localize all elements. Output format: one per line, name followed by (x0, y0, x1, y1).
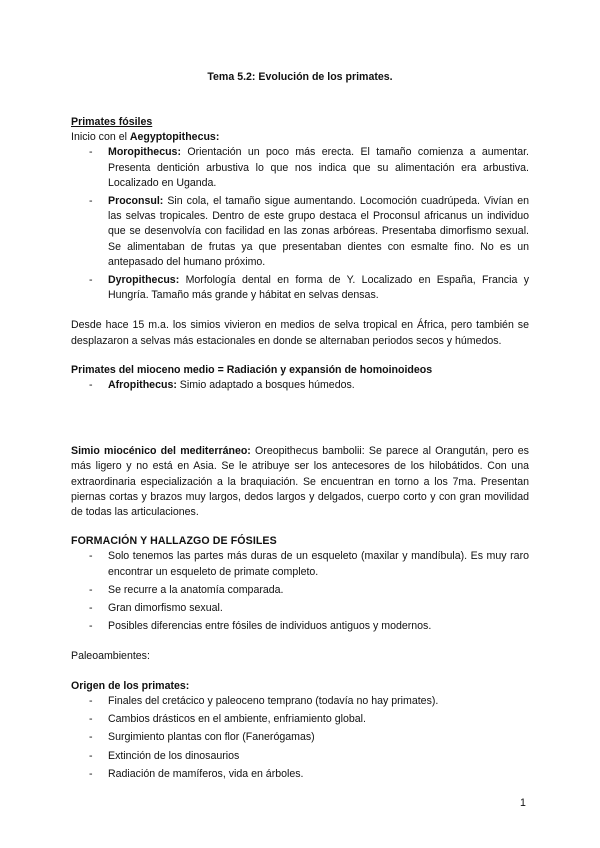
middle-miocene-list (71, 378, 529, 393)
item-text: Sin cola, el tamaño sigue aumentando. Locomoción cuadrúpeda. Vivían en las selvas tropicales. Dentro de este grupo destaca el Proconsul africanus un individuo que se desenvolvía con facilidad en las zonas arbóreas. Presentaba dimorfismo sexual. Se alimentaban de frutas ya que presentaban dientes con esmalte fino. No es un antepasado del humano próximo. (108, 195, 529, 268)
heading-primates-fosiles: Primates fósiles (71, 116, 153, 128)
origin-list (71, 694, 529, 782)
item-text: Se recurre a la anatomía comparada. (108, 583, 284, 596)
dash-bullet: - (89, 195, 93, 208)
list-item-afropithecus (71, 378, 529, 393)
dash-bullet: - (89, 583, 93, 596)
item-text: Solo tenemos las partes más duras de un esqueleto (maxilar y mandíbula). Es muy raro encontrar un esqueleto de primate completo. (108, 550, 529, 578)
dash-bullet: - (89, 713, 93, 726)
item-text: Cambios drásticos en el ambiente, enfriamiento global. (108, 713, 366, 726)
list-item-proconsul (71, 194, 529, 270)
dash-bullet: - (89, 694, 93, 707)
item-text: Surgimiento plantas con flor (Fanerógamas) (108, 731, 315, 744)
list-item (71, 767, 529, 782)
dash-bullet: - (89, 602, 93, 615)
heading-mioceno-medio: Primates del mioceno medio = Radiación y expansión de homoinoideos (71, 363, 433, 376)
item-text: Orientación un poco más erecta. El tamaño comienza a aumentar. Presenta dentición arbustiva lo que nos indica que su alimentación era arbustiva. Localizado en Uganda. (108, 146, 529, 189)
list-item-moropithecus (71, 145, 529, 191)
item-text: Extinción de los dinosaurios (108, 749, 240, 762)
list-item (71, 730, 529, 745)
list-item (71, 583, 529, 598)
dash-bullet: - (89, 731, 93, 744)
item-text: Finales del cretácico y paleoceno temprano (todavía no hay primates). (108, 694, 439, 707)
heading-formacion-hallazgo: FORMACIÓN Y HALLAZGO DE FÓSILES (71, 535, 277, 548)
paragraph-mediterranean (71, 444, 529, 520)
paleoambientes-label: Paleoambientes: (71, 650, 150, 663)
aegyptopithecus-label: Aegyptopithecus: (129, 131, 220, 144)
dash-bullet: - (89, 620, 93, 633)
item-name: Afropithecus: (108, 379, 177, 392)
page-number: 1 (520, 797, 526, 809)
item-name: Dyropithecus: (108, 274, 180, 287)
item-name: Proconsul: (108, 195, 164, 208)
intro-text: Inicio con el (71, 131, 130, 144)
mediterranean-text: Oreopithecus bambolii: Se parece al Orangután, pero es más ligero y no está en Asia. Se le atribuye ser los antecesores de los hilobátidos. Con una extraordinaria especialización a la braquiación. Se encuentran en torno a los 7ma. Presentan piernas cortas y brazos muy largos, dedos largos y delgados, cuerpo corto y con gran movilidad de todas las articulaciones. (71, 445, 529, 519)
item-text: Morfología dental en forma de Y. Localizado en España, Francia y Hungría. Tamaño más grande y hábitat en selvas densas. (108, 274, 529, 302)
dash-bullet: - (89, 379, 93, 392)
dash-bullet: - (89, 146, 93, 159)
item-text: Radiación de mamíferos, vida en árboles. (108, 767, 304, 780)
page-content (71, 70, 529, 785)
list-item (71, 694, 529, 709)
list-item (71, 619, 529, 634)
dash-bullet: - (89, 274, 93, 287)
mediterranean-label: Simio miocénico del mediterráneo: (71, 445, 251, 458)
document-title: Tema 5.2: Evolución de los primates. (207, 71, 393, 83)
item-text: Posibles diferencias entre fósiles de individuos antiguos y modernos. (108, 620, 432, 633)
list-item (71, 712, 529, 727)
heading-origen-primates: Origen de los primates: (71, 679, 190, 692)
item-name: Moropithecus: (108, 146, 181, 159)
dash-bullet: - (89, 749, 93, 762)
dash-bullet: - (89, 550, 93, 563)
list-item (71, 549, 529, 579)
list-item (71, 601, 529, 616)
fossils-list (71, 145, 529, 303)
paragraph-15ma: Desde hace 15 m.a. los simios vivieron en medios de selva tropical en África, pero también se desplazaron a selvas más estacionales en donde se alternaban periodos secos y húmedos. (71, 319, 529, 347)
list-item-dyropithecus (71, 273, 529, 303)
formation-list (71, 549, 529, 634)
item-text: Simio adaptado a bosques húmedos. (176, 379, 355, 392)
dash-bullet: - (89, 767, 93, 780)
list-item (71, 749, 529, 764)
item-text: Gran dimorfismo sexual. (108, 602, 223, 615)
fossils-intro (71, 130, 529, 145)
